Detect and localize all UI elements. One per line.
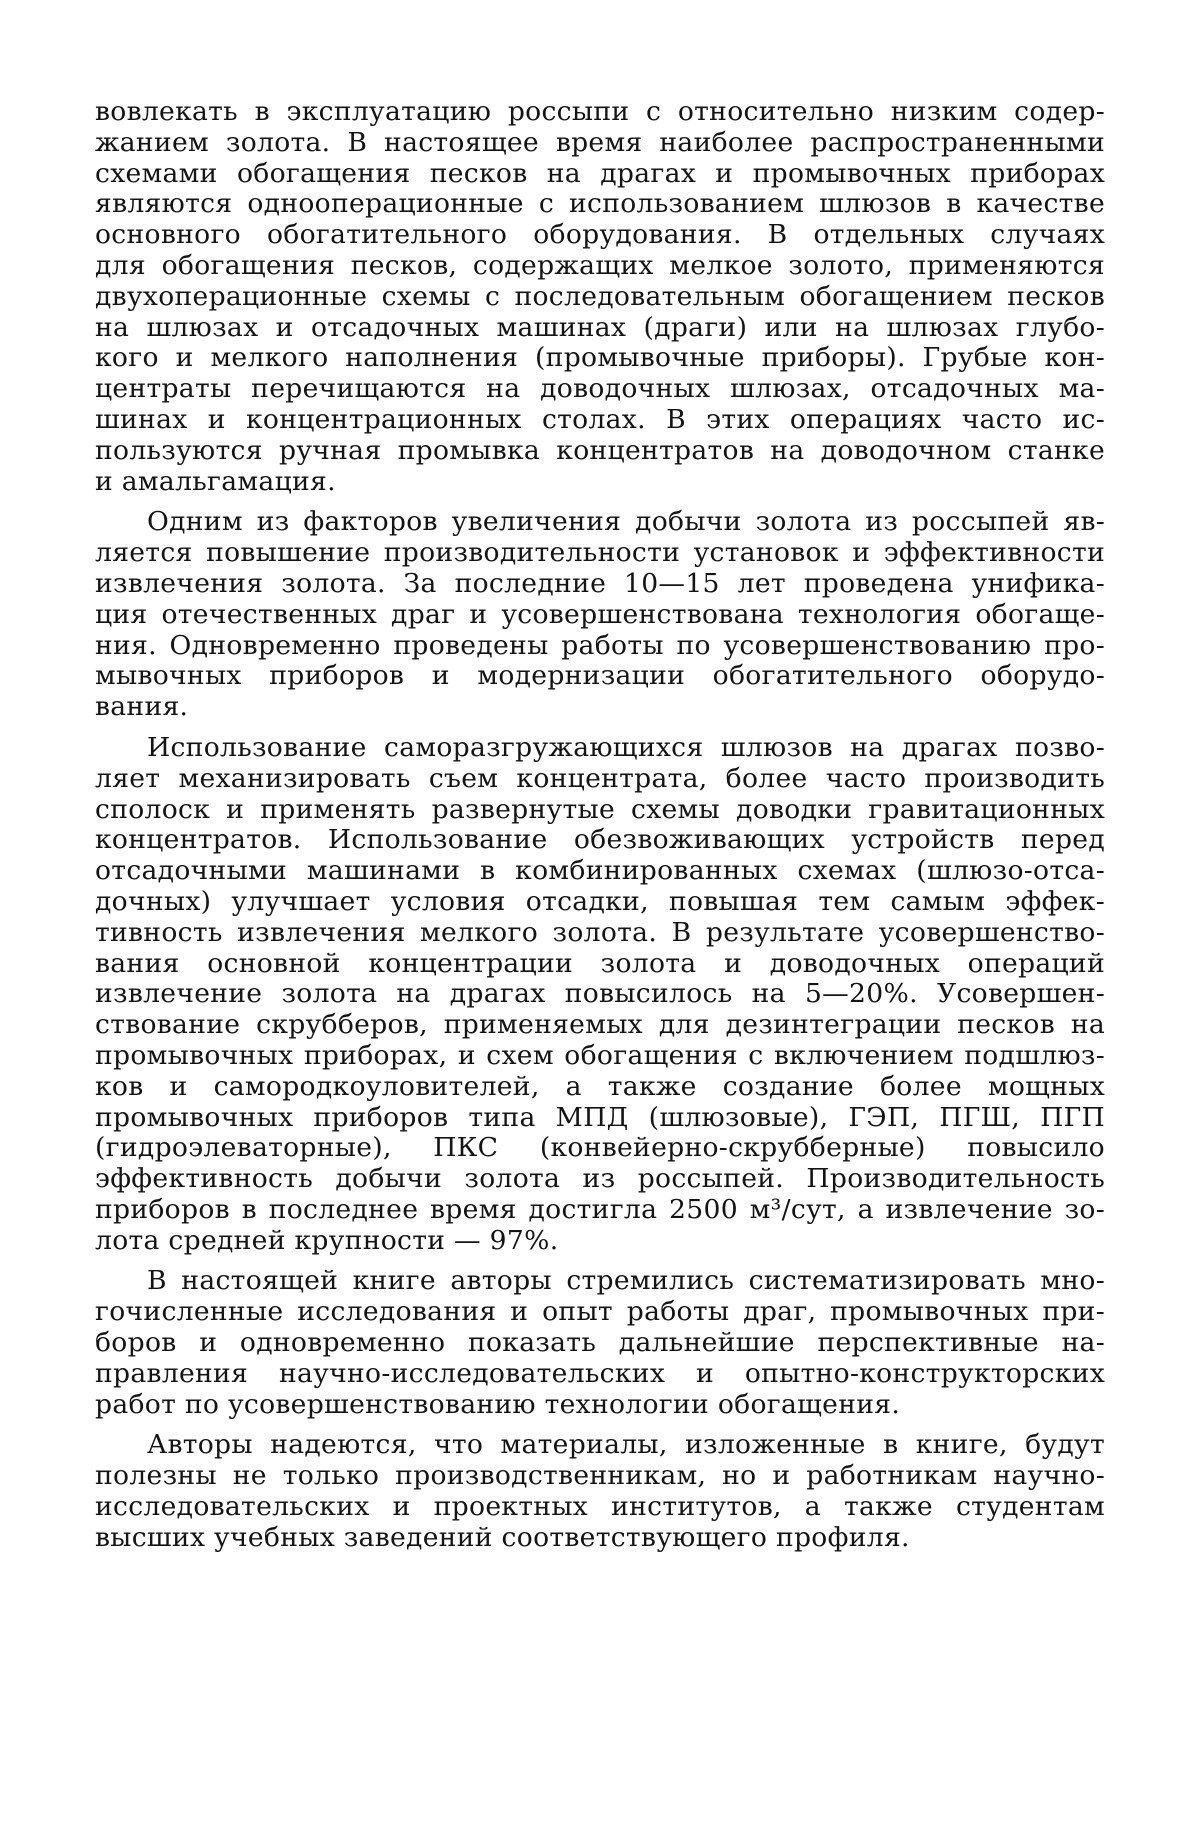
text-line: извлечения золота. За последние 10—15 лет проведена унифика-: [95, 567, 1105, 599]
text-line: высших учебных заведений соответствующего профиля.: [95, 1521, 910, 1553]
text-line: схемами обогащения песков на драгах и промывочных приборах: [95, 157, 1105, 189]
text-line: работ по усовершенствованию технологии обогащения.: [95, 1388, 901, 1420]
text-line: дочных) улучшает условия отсадки, повышая тем самым эффек-: [95, 885, 1105, 917]
text-line: ция отечественных драг и усовершенствована технология обогаще-: [95, 598, 1105, 630]
text-line: правления научно-исследовательских и опытно-конструкторских: [95, 1357, 1105, 1389]
paragraph: [95, 507, 1105, 723]
text-line: являются однооперационные с использованием шлюзов в качестве: [95, 188, 1105, 220]
text-line: В настоящей книге авторы стремились систематизировать мно-: [147, 1265, 1105, 1297]
paragraph: [95, 733, 1105, 1257]
text-line: и амальгамация.: [95, 465, 336, 497]
text-line: полезны не только производственникам, но и работникам научно-: [95, 1460, 1105, 1492]
paragraph: [95, 1266, 1105, 1420]
text-line: вовлекать в эксплуатацию россыпи с относительно низким содер-: [95, 96, 1105, 127]
text-line: жанием золота. В настоящее время наиболее распространенными: [95, 126, 1105, 158]
text-line: промывочных приборах, и схем обогащения с включением подшлюз-: [95, 1039, 1105, 1071]
text-line: ния. Одновременно проведены работы по усовершенствованию про-: [95, 629, 1105, 661]
text-line: вания.: [95, 691, 189, 723]
text-line: центраты перечищаются на доводочных шлюзах, отсадочных ма-: [95, 373, 1105, 405]
text-line: (гидроэлеваторные), ПКС (конвейерно-скрубберные) повысило: [95, 1132, 1105, 1164]
text-line: ствование скрубберов, применяемых для дезинтеграции песков на: [95, 1009, 1105, 1041]
paragraph: [95, 1430, 1105, 1553]
text-line: на шлюзах и отсадочных машинах (драги) или на шлюзах глубо-: [95, 311, 1105, 343]
text-line: лота средней крупности — 97%.: [95, 1224, 559, 1256]
text-line: для обогащения песков, содержащих мелкое золото, применяются: [95, 249, 1105, 281]
text-line: шинах и концентрационных столах. В этих операциях часто ис-: [95, 403, 1105, 435]
text-line: промывочных приборов типа МПД (шлюзовые), ГЭП, ПГШ, ПГП: [95, 1101, 1105, 1133]
text-line: приборов в последнее время достигла 2500 м³/сут, а извлечение зо-: [95, 1193, 1105, 1225]
text-line: ляется повышение производительности установок и эффективности: [95, 537, 1105, 569]
paragraph: [95, 97, 1105, 497]
text-line: тивность извлечения мелкого золота. В результате усовершенство-: [95, 916, 1105, 948]
text-line: ляет механизировать съем концентрата, более часто производить: [95, 762, 1105, 794]
text-line: гочисленные исследования и опыт работы драг, промывочных при-: [95, 1296, 1105, 1328]
text-line: сполоск и применять развернутые схемы доводки гравитационных: [95, 793, 1105, 825]
text-line: вания основной концентрации золота и доводочных операций: [95, 947, 1105, 979]
text-line: мывочных приборов и модернизации обогатительного оборудо-: [95, 660, 1105, 692]
text-line: пользуются ручная промывка концентратов на доводочном станке: [95, 434, 1105, 466]
text-line: извлечение золота на драгах повысилось на 5—20%. Усовершен-: [95, 978, 1105, 1010]
document-page: [95, 97, 1105, 1554]
text-line: боров и одновременно показать дальнейшие перспективные на-: [95, 1327, 1105, 1359]
text-line: основного обогатительного оборудования. В отдельных случаях: [95, 219, 1105, 251]
text-line: эффективность добычи золота из россыпей. Производительность: [95, 1163, 1105, 1195]
text-line: двухоперационные схемы с последовательным обогащением песков: [95, 280, 1105, 312]
text-line: Использование саморазгружающихся шлюзов на драгах позво-: [147, 731, 1105, 763]
text-line: отсадочными машинами в комбинированных схемах (шлюзо-отса-: [95, 855, 1105, 887]
text-line: кого и мелкого наполнения (промывочные приборы). Грубые кон-: [95, 342, 1105, 374]
text-line: концентратов. Использование обезвоживающих устройств перед: [95, 824, 1105, 856]
text-line: исследовательских и проектных институтов, а также студентам: [95, 1491, 1105, 1523]
text-line: ков и самородкоуловителей, а также создание более мощных: [95, 1070, 1105, 1102]
text-line: Одним из факторов увеличения добычи золота из россыпей яв-: [147, 506, 1105, 538]
text-line: Авторы надеются, что материалы, изложенные в книге, будут: [147, 1429, 1105, 1461]
